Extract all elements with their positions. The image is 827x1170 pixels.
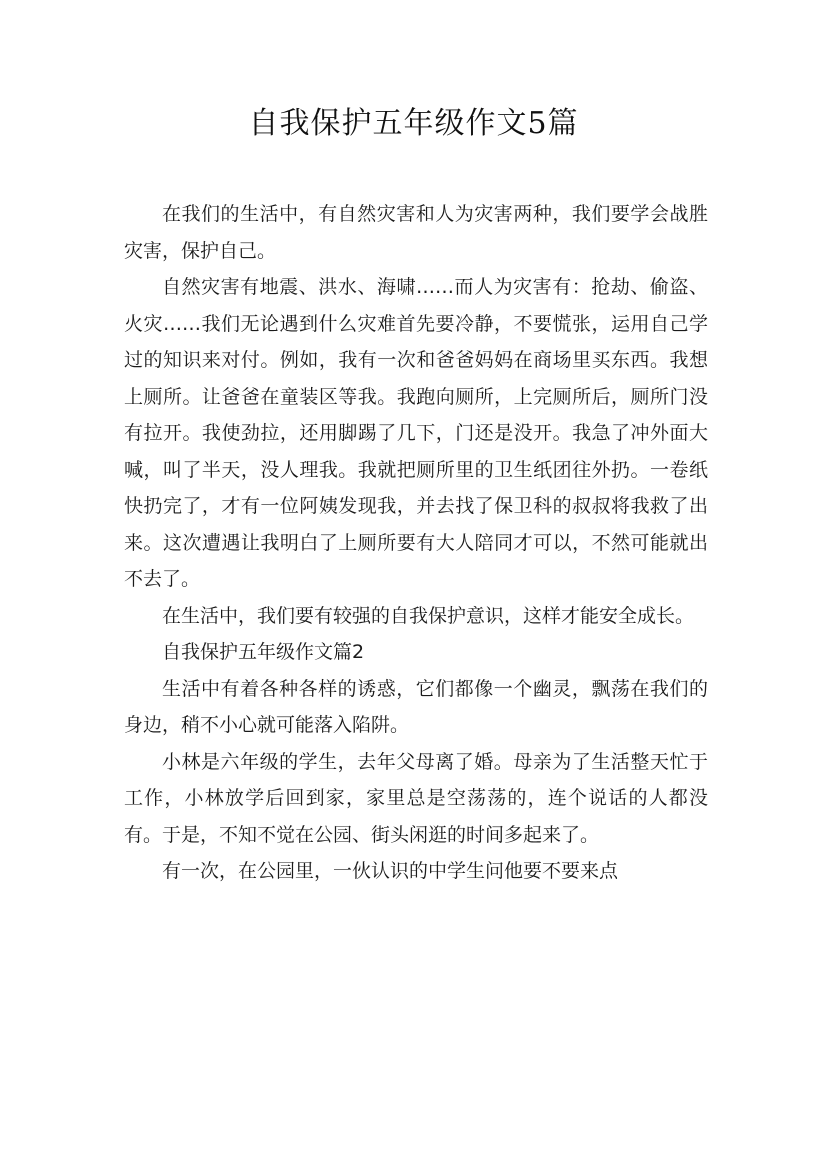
paragraph: 在我们的生活中，有自然灾害和人为灾害两种，我们要学会战胜灾害，保护自己。 [124, 203, 708, 262]
section-heading: 自我保护五年级作文篇2 [162, 641, 365, 663]
paragraph: 在生活中，我们要有较强的自我保护意识，这样才能安全成长。 [162, 604, 695, 627]
paragraph: 自然灾害有地震、洪水、海啸……而人为灾害有：抢劫、偷盗、火灾……我们无论遇到什么灾难首先要冷静，不要慌张，运用自己学过的知识来对付。例如，我有一次和爸爸妈妈在商场里买东西。我想上厕所。让爸爸在童装区等我。我跑向厕所，上完厕所后，厕所门没有拉开。我使劲拉，还用脚踢了几下，门还是没开。我急了冲外面大喊，叫了半天，没人理我。我就把厕所里的卫生纸团往外扔。一卷纸快扔完了，才有一位阿姨发现我，并去找了保卫科的叔叔将我救了出来。这次遭遇让我明白了上厕所要有大人陪同才可以，不然可能就出不去了。 [124, 276, 708, 590]
document-body [124, 196, 708, 890]
paragraph: 有一次，在公园里，一伙认识的中学生问他要不要来点 [162, 860, 619, 882]
document-title: 自我保护五年级作文5篇 [248, 106, 579, 141]
paragraph: 生活中有着各种各样的诱惑，它们都像一个幽灵，飘荡在我们的身边，稍不小心就可能落入陷阱。 [124, 677, 708, 736]
paragraph: 小林是六年级的学生，去年父母离了婚。母亲为了生活整天忙于工作，小林放学后回到家，家里总是空荡荡的，连个说话的人都没有。于是，不知不觉在公园、街头闲逛的时间多起来了。 [124, 750, 708, 846]
